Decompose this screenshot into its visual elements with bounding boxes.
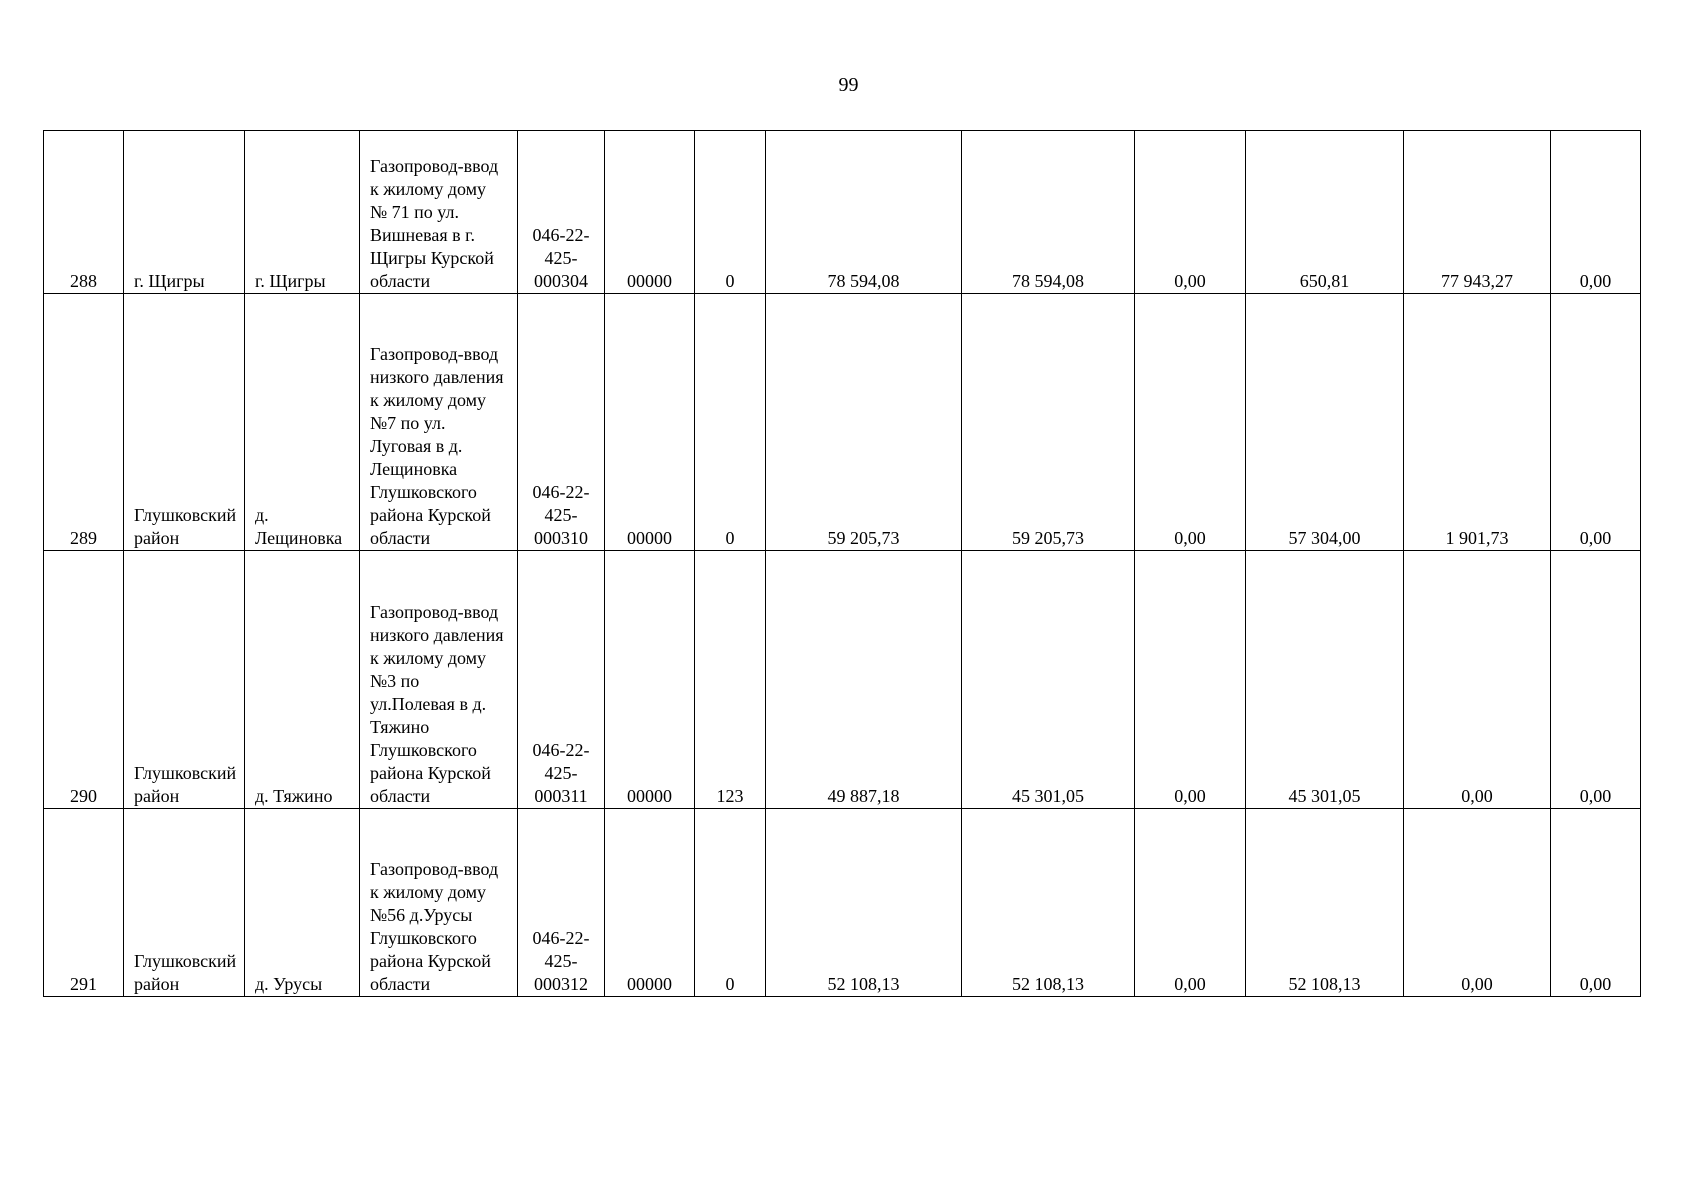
table-row [44, 294, 1641, 551]
row-number: 291 [44, 809, 124, 997]
value-cell: 59 205,73 [962, 294, 1135, 551]
value-cell: 77 943,27 [1404, 131, 1551, 294]
value-cell: 0,00 [1404, 809, 1551, 997]
cadastral-code-cell [518, 551, 605, 809]
object-name-cell: Газопровод-ввод низкого давления к жилому дому №7 по ул. Луговая в д. Лещиновка Глушковского района Курской области [360, 294, 518, 551]
district-cell: Глушковский район [124, 809, 245, 997]
code-part: 425- [544, 505, 578, 525]
value-cell: 52 108,13 [962, 809, 1135, 997]
code-part: 046-22- [532, 225, 590, 245]
code-suffix-cell: 00000 [605, 294, 695, 551]
value-cell: 1 901,73 [1404, 294, 1551, 551]
value-cell: 0,00 [1551, 131, 1641, 294]
code-part: 000310 [534, 528, 588, 548]
object-name-cell: Газопровод-ввод низкого давления к жилому дому №3 по ул.Полевая в д. Тяжино Глушковского района Курской области [360, 551, 518, 809]
quantity-cell: 123 [695, 551, 766, 809]
code-part: 000311 [534, 786, 588, 806]
district-cell: Глушковский район [124, 294, 245, 551]
page-number: 99 [838, 74, 859, 96]
code-part: 046-22- [532, 740, 590, 760]
table-row [44, 551, 1641, 809]
table-row [44, 131, 1641, 294]
value-cell: 0,00 [1135, 131, 1246, 294]
place-cell: г. Щигры [245, 131, 360, 294]
value-cell: 57 304,00 [1246, 294, 1404, 551]
value-cell: 650,81 [1246, 131, 1404, 294]
district-cell: Глушковский район [124, 551, 245, 809]
value-cell: 0,00 [1551, 294, 1641, 551]
quantity-cell: 0 [695, 131, 766, 294]
code-part: 425- [544, 951, 578, 971]
quantity-cell: 0 [695, 809, 766, 997]
quantity-cell: 0 [695, 294, 766, 551]
row-number: 288 [44, 131, 124, 294]
object-name-cell: Газопровод-ввод к жилому дому № 71 по ул. Вишневая в г. Щигры Курской области [360, 131, 518, 294]
code-part: 000304 [534, 271, 588, 291]
value-cell: 0,00 [1404, 551, 1551, 809]
value-cell: 0,00 [1551, 551, 1641, 809]
value-cell: 59 205,73 [766, 294, 962, 551]
place-cell: д. Тяжино [245, 551, 360, 809]
code-part: 425- [544, 248, 578, 268]
cadastral-code-cell [518, 294, 605, 551]
object-name-cell: Газопровод-ввод к жилому дому №56 д.Урусы Глушковского района Курской области [360, 809, 518, 997]
cadastral-code-cell [518, 131, 605, 294]
value-cell: 78 594,08 [766, 131, 962, 294]
cadastral-code-cell [518, 809, 605, 997]
row-number: 289 [44, 294, 124, 551]
place-cell: д. Лещиновка [245, 294, 360, 551]
value-cell: 0,00 [1135, 294, 1246, 551]
registry-table [43, 130, 1641, 997]
value-cell: 52 108,13 [766, 809, 962, 997]
code-part: 046-22- [532, 482, 590, 502]
code-part: 046-22- [532, 928, 590, 948]
value-cell: 78 594,08 [962, 131, 1135, 294]
code-suffix-cell: 00000 [605, 551, 695, 809]
value-cell: 0,00 [1135, 809, 1246, 997]
value-cell: 0,00 [1551, 809, 1641, 997]
table-row [44, 809, 1641, 997]
code-suffix-cell: 00000 [605, 131, 695, 294]
value-cell: 45 301,05 [1246, 551, 1404, 809]
row-number: 290 [44, 551, 124, 809]
code-part: 425- [544, 763, 578, 783]
value-cell: 52 108,13 [1246, 809, 1404, 997]
code-part: 000312 [534, 974, 588, 994]
place-cell: д. Урусы [245, 809, 360, 997]
value-cell: 49 887,18 [766, 551, 962, 809]
district-cell: г. Щигры [124, 131, 245, 294]
value-cell: 45 301,05 [962, 551, 1135, 809]
code-suffix-cell: 00000 [605, 809, 695, 997]
value-cell: 0,00 [1135, 551, 1246, 809]
